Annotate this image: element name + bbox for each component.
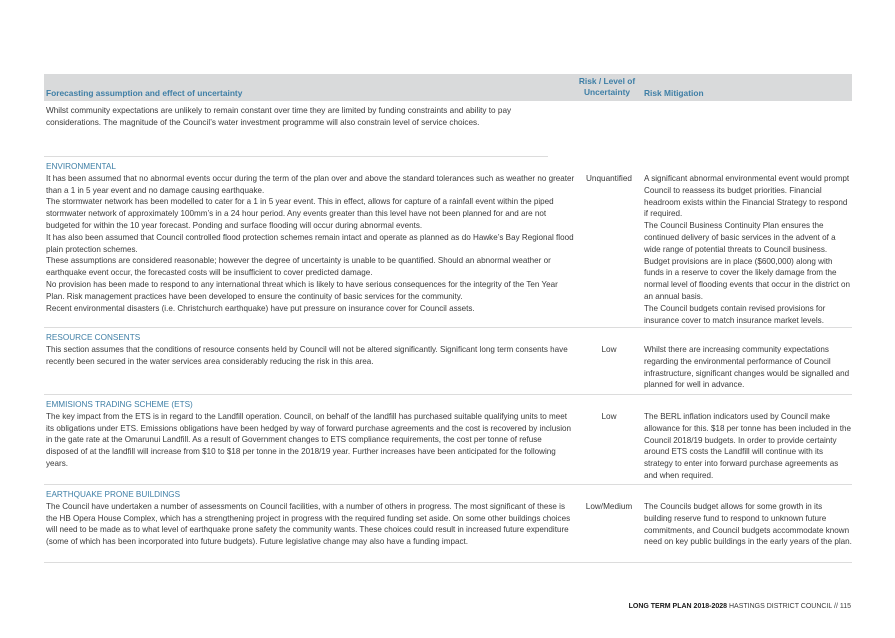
ets-assumption bbox=[46, 399, 576, 470]
ets-title: EMMISIONS TRADING SCHEME (ETS) bbox=[46, 400, 193, 409]
mitigation-paragraph: Budget provisions are in place ($600,000) along with funds in a reserve to cover the likely damage from the normal level of flooding events that occur in the district on an annual basis. bbox=[644, 256, 851, 301]
ets-text: The key impact from the ETS is in regard to the Landfill operation. Council, on behalf of the landfill has purchased suitable qualifying units to meet its obligations under ETS. Emissions obligations have been hedged by way of forward purchase agreements and the cost is recovered by inclusion in the gate rate at the Omarunui Landfill. As a result of Government changes to ETS compliance requirements, the cost per tonne of refuse disposed of at the landfill will increase from $10 to $18 per tonne in the 2018/19 year. Further increases have been anticipated for the following years. bbox=[46, 411, 572, 468]
page-footer bbox=[629, 603, 851, 610]
mitigation-paragraph: The Council budgets contain revised provisions for insurance cover to match insurance market levels. bbox=[644, 303, 826, 325]
mitigation-paragraph: The Council Business Continuity Plan ensures the continued delivery of basic services in the advent of a wide range of potential threats to Council business. bbox=[644, 221, 836, 254]
table-header bbox=[44, 74, 852, 101]
row-earthquake-prone-buildings bbox=[44, 485, 852, 563]
footer-council-page: HASTINGS DISTRICT COUNCIL // 115 bbox=[728, 603, 851, 610]
row-ets bbox=[44, 395, 852, 485]
resource-assumption bbox=[46, 332, 576, 367]
earthquake-mitigation: The Councils budget allows for some growth in its building reserve fund to respond to unknown future commitments, and Council budgets accommodate known need on key public buildings in the early years of the plan. bbox=[644, 502, 852, 547]
environmental-paragraph: Recent environmental disasters (i.e. Christchurch earthquake) have put pressure on insurance cover for Council assets. bbox=[46, 303, 475, 313]
row-resource-consents bbox=[44, 328, 852, 395]
environmental-paragraph: It has also been assumed that Council controlled flood protection schemes remain intact and operate as planned as do Hawke’s Bay Regional flood plain protection schemes. bbox=[46, 232, 574, 254]
assumptions-table bbox=[44, 74, 852, 563]
environmental-assumption bbox=[46, 161, 576, 314]
earthquake-assumption bbox=[46, 489, 576, 548]
resource-level: Low bbox=[601, 345, 617, 354]
environmental-paragraph: It has been assumed that no abnormal events occur during the term of the plan over and above the standard tolerances such as weather no greater than a 1 in 5 year event and no damage causing earthquake. bbox=[46, 173, 575, 195]
environmental-paragraph: No provision has been made to respond to any international threat which is likely to have serious consequences for the integrity of the Ten Year Plan. Risk management practices have been developed to ensure the continuity of basic services for the community. bbox=[46, 279, 558, 301]
earthquake-level: Low/Medium bbox=[585, 502, 633, 511]
header-forecasting-assumption: Forecasting assumption and effect of uncertainty bbox=[46, 88, 243, 98]
environmental-mitigation bbox=[644, 173, 852, 326]
earthquake-title: EARTHQUAKE PRONE BUILDINGS bbox=[46, 490, 181, 499]
earthquake-text: The Council have undertaken a number of assessments on Council facilities, with a number of others in progress. The most significant of these is the HB Opera House Complex, which has a strengthening project in progress with the required funding set aside. On some other buildings choices will need to be made as to what level of earthquake prone safety the community wants. These choices could result in increased future expenditure (some of which has been incorporated into future budgets). Future legislative change may also have a funding impact. bbox=[46, 501, 571, 547]
resource-title: RESOURCE CONSENTS bbox=[46, 333, 141, 342]
header-risk-mitigation: Risk Mitigation bbox=[644, 88, 704, 98]
row-environmental bbox=[44, 157, 852, 328]
mitigation-paragraph: A significant abnormal environmental event would prompt Council to reassess its budget priorities. Financial headroom exists within the Financial Strategy to respond if required. bbox=[644, 174, 850, 219]
footer-plan-title: LONG TERM PLAN 2018-2028 bbox=[628, 603, 728, 610]
intro-text: Whilst community expectations are unlikely to remain constant over time they are limited by funding constraints and ability to pay considerations. The magnitude of the Council’s water investment programme will also constrain level of service choices. bbox=[44, 101, 548, 157]
environmental-paragraph: These assumptions are considered reasonable; however the degree of uncertainty is unable to be quantified. Should an abnormal weather or earthquake event occur, the forecasted costs will be insufficient to cover predicted damage. bbox=[46, 256, 551, 278]
resource-text: This section assumes that the conditions of resource consents held by Council will not be altered significantly. Significant long term consents have recently been secured in the water services area considerably reducing the risk in this area. bbox=[46, 344, 568, 366]
resource-mitigation: Whilst there are increasing community expectations regarding the environmental performance of Council infrastructure, significant changes would be signalled and planned for well in advance. bbox=[644, 345, 850, 390]
ets-mitigation: The BERL inflation indicators used by Council make allowance for this. $18 per tonne has been included in the Council 2018/19 budgets. In order to provide certainty around ETS costs the Landfill will continue with its strategy to enter into forward purchase agreements as and when required. bbox=[644, 412, 851, 480]
environmental-title: ENVIRONMENTAL bbox=[46, 162, 116, 171]
environmental-paragraph: The stormwater network has been modelled to cater for a 1 in 5 year event. This in effect, allows for capture of a rainfall event within the piped stormwater network of approximately 100mm’s in a 24 hour period. Any events greater than this level have not been planned for and are not budgeted for within the 10 year forecast. Ponding and surface flooding will occur during abnormal events. bbox=[46, 197, 554, 230]
header-risk-level: Risk / Level of Uncertainty bbox=[578, 76, 636, 97]
ets-level: Low bbox=[601, 412, 617, 421]
environmental-level: Unquantified bbox=[586, 174, 632, 183]
